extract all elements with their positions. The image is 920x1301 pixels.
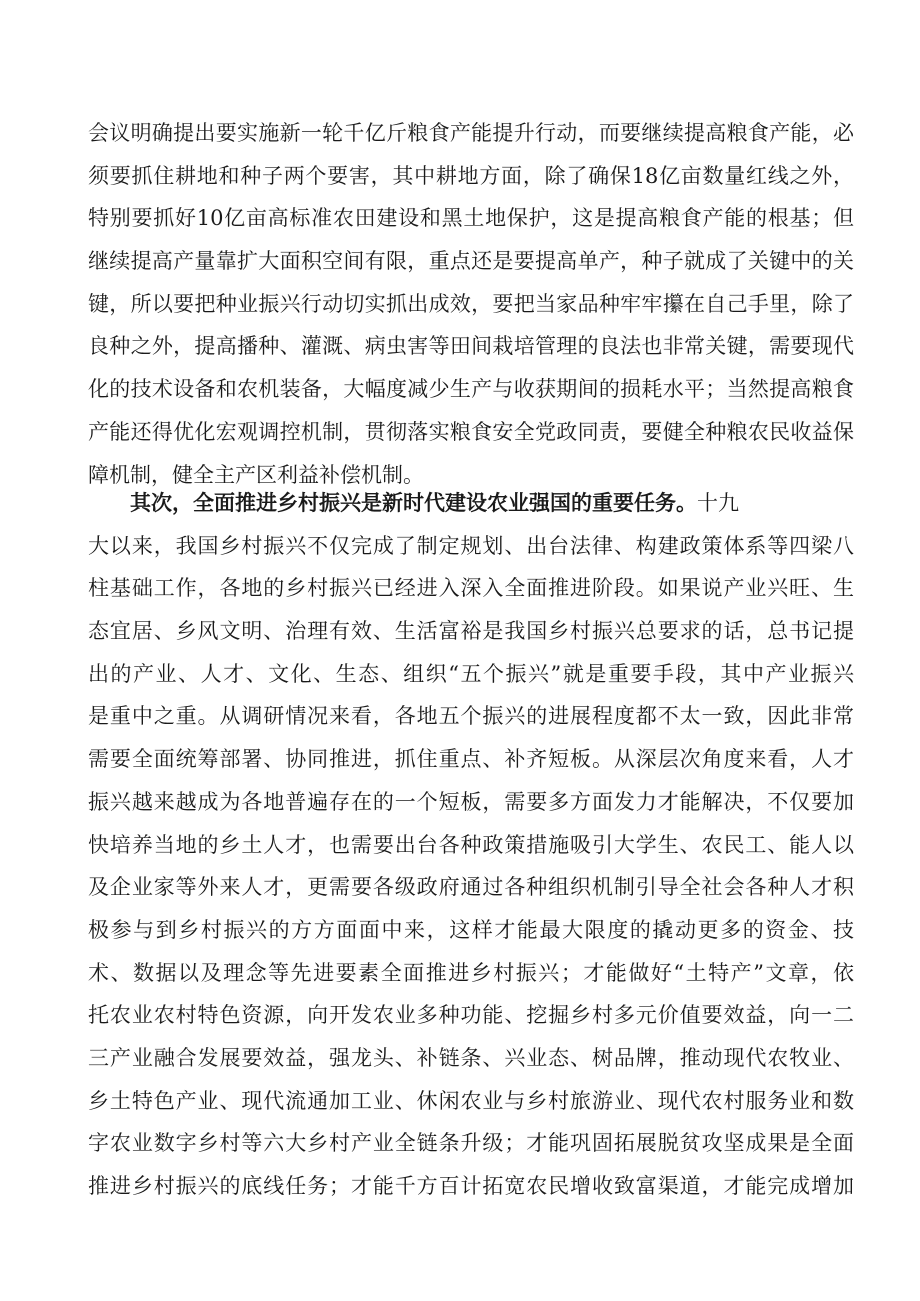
paragraph-line: 推进乡村振兴的底线任务；才能千方百计拓宽农民增收致富渠道，才能完成增加	[88, 1174, 854, 1198]
paragraph-line: 障机制，健全主产区利益补偿机制。	[88, 462, 424, 487]
paragraph-line: 态宜居、乡风文明、治理有效、生活富裕是我国乡村振兴总要求的话，总书记提	[88, 619, 854, 644]
paragraph-line: 柱基础工作，各地的乡村振兴已经进入深入全面推进阶段。如果说产业兴旺、生	[88, 576, 854, 601]
paragraph-line: 产能还得优化宏观调控机制，贯彻落实粮食安全党政同责，要健全种粮农民收益保	[88, 419, 854, 444]
paragraph-first-line	[88, 482, 854, 525]
lead-continuation: 十九	[697, 491, 739, 515]
paragraph-line: 出的产业、人才、文化、生态、组织“五个振兴”就是重要手段，其中产业振兴	[88, 661, 854, 686]
paragraph-line: 术、数据以及理念等先进要素全面推进乡村振兴；才能做好“土特产”文章，依	[88, 960, 854, 985]
paragraph-line: 托农业农村特色资源，向开发农业多种功能、挖掘乡村多元价值要效益，向一二	[88, 1003, 854, 1028]
paragraph-line: 键，所以要把种业振兴行动切实抓出成效，要把当家品种牢牢攥在自己手里，除了	[88, 291, 854, 316]
paragraph-line: 良种之外，提高播种、灌溉、病虫害等田间栽培管理的良法也非常关键，需要现代	[88, 334, 854, 359]
paragraph-line: 三产业融合发展要效益，强龙头、补链条、兴业态、树品牌，推动现代农牧业、	[88, 1045, 854, 1070]
paragraph-line: 快培养当地的乡土人才，也需要出台各种政策措施吸引大学生、农民工、能人以	[88, 832, 854, 857]
paragraph-line: 极参与到乡村振兴的方方面面中来，这样才能最大限度的撬动更多的资金、技	[88, 917, 854, 942]
paragraph-line: 会议明确提出要实施新一轮千亿斤粮食产能提升行动，而要继续提高粮食产能，必	[88, 121, 854, 145]
paragraph-line: 特别要抓好10亿亩高标准农田建设和黑土地保护，这是提高粮食产能的根基；但	[88, 206, 854, 231]
paragraph-line: 须要抓住耕地和种子两个要害，其中耕地方面，除了确保18亿亩数量红线之外，	[88, 163, 854, 188]
paragraph-line: 及企业家等外来人才，更需要各级政府通过各种组织机制引导全社会各种人才积	[88, 875, 854, 900]
paragraph-line: 乡土特色产业、现代流通加工业、休闲农业与乡村旅游业、现代农村服务业和数	[88, 1088, 854, 1113]
bold-lead-sentence: 其次，全面推进乡村振兴是新时代建设农业强国的重要任务。	[130, 490, 697, 515]
paragraph-line: 大以来，我国乡村振兴不仅完成了制定规划、出台法律、构建政策体系等四梁八	[88, 533, 854, 558]
paragraph-line: 继续提高产量靠扩大面积空间有限，重点还是要提高单产，种子就成了关键中的关	[88, 249, 854, 274]
paragraph-line: 是重中之重。从调研情况来看，各地五个振兴的进展程度都不太一致，因此非常	[88, 704, 854, 729]
paragraph-line: 化的技术设备和农机装备，大幅度减少生产与收获期间的损耗水平；当然提高粮食	[88, 377, 854, 402]
paragraph-line: 字农业数字乡村等六大乡村产业全链条升级；才能巩固拓展脱贫攻坚成果是全面	[88, 1131, 854, 1156]
paragraph-line: 振兴越来越成为各地普遍存在的一个短板，需要多方面发力才能解决，不仅要加	[88, 789, 854, 814]
paragraph-line: 需要全面统筹部署、协同推进，抓住重点、补齐短板。从深层次角度来看，人才	[88, 747, 854, 772]
paragraph-1	[88, 112, 854, 496]
paragraph-2	[88, 482, 854, 1208]
